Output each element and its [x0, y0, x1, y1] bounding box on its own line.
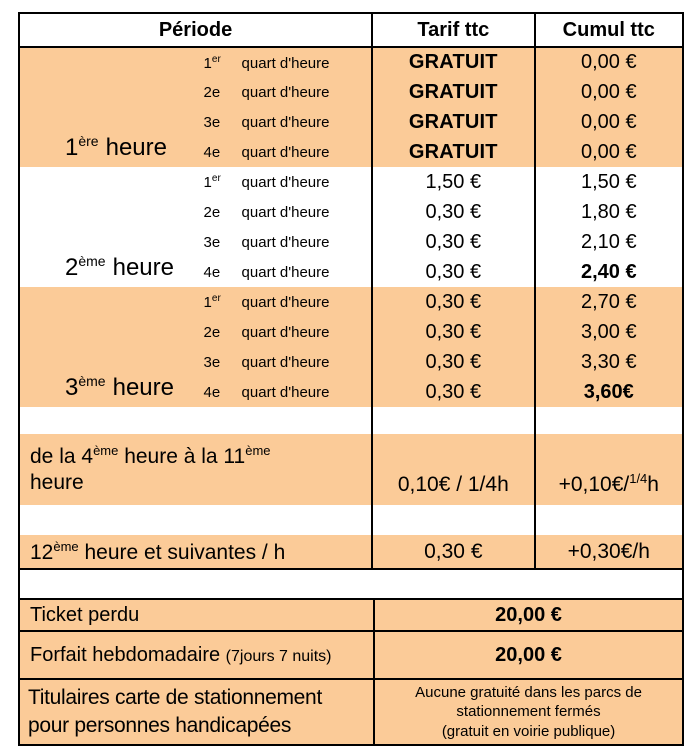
lower-rows — [19, 407, 683, 569]
column-header-periode: Période — [19, 13, 372, 47]
cumul-value: 1,80 € — [535, 197, 683, 227]
cumul-value: 0,00 € — [535, 47, 683, 77]
spacer-row — [19, 505, 683, 535]
fee-label: Ticket perdu — [19, 599, 374, 631]
table-gap — [18, 570, 684, 598]
cumul-value: 0,00 € — [535, 137, 683, 167]
column-header-tarif: Tarif ttc — [372, 13, 534, 47]
quarter-label: 2e quart d'heure — [204, 197, 373, 227]
handicap-card-row — [19, 679, 683, 745]
hour-band-1 — [19, 47, 683, 167]
tarif-value: 0,30 € — [372, 227, 534, 257]
flat-fees-table — [18, 598, 684, 746]
quarter-label: 4e quart d'heure — [204, 377, 373, 407]
hour-group-label-2: 2ème heure — [19, 167, 204, 287]
quarter-row — [19, 167, 683, 197]
quarter-label: 3e quart d'heure — [204, 347, 373, 377]
quarter-label: 3e quart d'heure — [204, 227, 373, 257]
cumul-value: 3,30 € — [535, 347, 683, 377]
cumul-value: 2,40 € — [535, 257, 683, 287]
tarif-value: 0,30 € — [372, 197, 534, 227]
tarif-value: 0,30 € — [372, 287, 534, 317]
tarif-value: 0,30 € — [372, 377, 534, 407]
group-word: heure — [105, 134, 167, 161]
cumul-value: 1,50 € — [535, 167, 683, 197]
cumul-value: 3,60€ — [535, 377, 683, 407]
tariff-sheet — [18, 12, 684, 746]
tarif-value: 0,30 € — [372, 317, 534, 347]
fee-note: Aucune gratuité dans les parcs de stationnement fermés (gratuit en voirie publique) — [374, 679, 683, 745]
range-4-to-11-row — [19, 434, 683, 505]
tariff-table — [18, 12, 684, 570]
tarif-value: 0,30 € — [372, 347, 534, 377]
tarif-value: GRATUIT — [372, 77, 534, 107]
quarter-label: 2e quart d'heure — [204, 317, 373, 347]
column-header-cumul: Cumul ttc — [535, 13, 683, 47]
header-row — [19, 13, 683, 47]
quarter-row — [19, 287, 683, 317]
tarif-value: 1,50 € — [372, 167, 534, 197]
quarter-label: 4e quart d'heure — [204, 137, 373, 167]
tarif-value: 0,10€ / 1/4h — [372, 434, 534, 505]
cumul-value: 0,00 € — [535, 77, 683, 107]
hour-group-label-1 — [19, 47, 204, 167]
fee-label: Titulaires carte de stationnement pour personnes handicapées — [19, 679, 374, 745]
group-ordinal: ère — [78, 133, 99, 149]
quarter-label: 1er quart d'heure — [204, 287, 373, 317]
fee-label: Forfait hebdomadaire (7jours 7 nuits) — [19, 631, 374, 679]
quarter-label: 3e quart d'heure — [204, 107, 373, 137]
spacer-row — [19, 407, 683, 434]
hourly-label: 12ème heure et suivantes / h — [19, 535, 372, 569]
tarif-value: 0,30 € — [372, 535, 534, 569]
hour-group-label-3: 3ème heure — [19, 287, 204, 407]
hour-12-plus-row — [19, 535, 683, 569]
range-label: de la 4ème heure à la 11ème heure — [19, 434, 372, 505]
group-number: 1 — [65, 134, 79, 161]
fee-value: 20,00 € — [374, 631, 683, 679]
hour-band-2 — [19, 167, 683, 287]
hour-band-3 — [19, 287, 683, 407]
cumul-value: 2,70 € — [535, 287, 683, 317]
fee-value: 20,00 € — [374, 599, 683, 631]
tarif-value: GRATUIT — [372, 47, 534, 77]
quarter-label: 1er quart d'heure — [204, 167, 373, 197]
cumul-value: 3,00 € — [535, 317, 683, 347]
tarif-value: GRATUIT — [372, 137, 534, 167]
cumul-value: 0,00 € — [535, 107, 683, 137]
cumul-value: +0,10€/$^{1/4}$h — [535, 434, 683, 505]
quarter-label: 2e quart d'heure — [204, 77, 373, 107]
tarif-value: GRATUIT — [372, 107, 534, 137]
cumul-value: +0,30€/h — [535, 535, 683, 569]
forfait-hebdo-row — [19, 631, 683, 679]
quarter-label: 4e quart d'heure — [204, 257, 373, 287]
tarif-value: 0,30 € — [372, 257, 534, 287]
quarter-label: 1er quart d'heure — [204, 47, 373, 77]
cumul-value: 2,10 € — [535, 227, 683, 257]
ticket-perdu-row — [19, 599, 683, 631]
quarter-row — [19, 47, 683, 77]
